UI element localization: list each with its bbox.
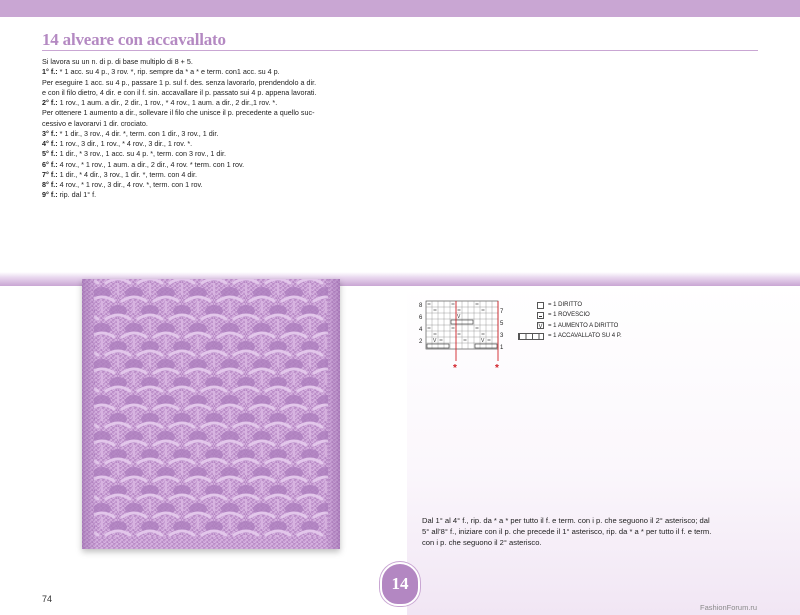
note-line: con i p. che seguono il 2° asterisco. [422, 538, 542, 547]
instruction-line: Per eseguire 1 acc. su 4 p., passare 1 p. sul f. des. senza lavorarlo, prendendolo a dir. [42, 77, 317, 87]
instruction-line: cessivo e lavorarvi 1 dir. crociato. [42, 118, 148, 128]
legend-item: V = 1 AUMENTO A DIRITTO [537, 321, 622, 331]
empty-square-icon [537, 302, 544, 309]
page-number: 74 [42, 594, 53, 604]
row-label-right: 7 [500, 309, 504, 315]
instruction-line: 5° f.: 1 dir., * 3 rov., 1 acc. su 4 p. *, term. con 3 rov., 1 dir. [42, 149, 226, 159]
instruction-line: Si lavora su un n. di p. di base multiplo di 8 + 5. [42, 57, 193, 66]
svg-text:V: V [481, 338, 485, 344]
instruction-line: 2° f.: 1 rov., 1 aum. a dir., 2 dir., 1 rov., * 4 rov., 1 aum. a dir., 2 dir.,1 rov. *. [42, 98, 278, 107]
v-square-icon [537, 322, 544, 329]
legend-item: = 1 ROVESCIO [537, 310, 622, 320]
legend-item: = 1 DIRITTO [537, 300, 622, 310]
instruction-line: e con il filo dietro, 4 dir. e con il f. sin. accavallare il p. passato sui 4 p. appena lavorati. [42, 87, 317, 97]
instruction-line: 9° f.: rip. dal 1° f. [42, 190, 97, 200]
long-box-icon [518, 333, 544, 340]
note-line: Dal 1° al 4° f., rip. da * a * per tutto il f. e term. con i p. che seguono il 2° asterisco; dal [422, 516, 710, 525]
instruction-line: 7° f.: 1 dir., * 4 dir., 3 rov., 1 dir. *, term. con 4 dir. [42, 169, 197, 179]
pattern-instructions [42, 57, 387, 201]
row-label-right: 5 [500, 321, 504, 327]
instruction-line: 4° f.: 1 rov., 3 dir., 1 rov., * 4 rov., 3 dir., 1 rov. *. [42, 139, 193, 148]
knitting-chart [416, 297, 516, 378]
note-line: 5° all’8° f., iniziare con il p. che precede il 1° asterisco, rip. da * a * per tutto il f. e term. [422, 527, 712, 536]
pattern-number-badge [380, 562, 420, 606]
watermark: FashionForum.ru [700, 603, 758, 612]
instruction-line: 3° f.: * 1 dir., 3 rov., 4 dir. *, term. con 1 dir., 3 rov., 1 dir. [42, 128, 219, 138]
title-underline [42, 50, 758, 51]
row-label-right: 1 [500, 345, 504, 351]
dash-square-icon [537, 312, 544, 319]
chart-grid [426, 301, 498, 349]
instruction-line: 6° f.: 4 rov., * 1 rov., 1 aum. a dir., 2 dir., 4 rov. * term. con 1 rov. [42, 159, 245, 169]
row-label-right: 3 [500, 333, 504, 339]
repeat-note [422, 515, 782, 548]
badge-label: 14 [391, 574, 409, 593]
row-label-left: 6 [419, 315, 423, 321]
knit-swatch-photo [82, 279, 340, 549]
repeat-asterisk: * [495, 363, 499, 373]
instruction-line: 8° f.: 4 rov., * 1 rov., 3 dir., 4 rov. *, term. con 1 rov. [42, 180, 203, 189]
chart-legend [537, 300, 622, 342]
repeat-asterisk: * [453, 363, 457, 373]
row-label-left: 8 [419, 303, 423, 309]
legend-item: = 1 ACCAVALLATO SU 4 P. [537, 331, 622, 341]
pattern-title: 14 alveare con accavallato [42, 30, 226, 49]
instruction-line: 1° f.: * 1 acc. su 4 p., 3 rov. *, rip. sempre da * a * e term. con1 acc. su 4 p. [42, 67, 280, 77]
top-color-band [0, 0, 800, 17]
svg-text:V: V [433, 338, 437, 344]
row-label-left: 2 [419, 339, 423, 345]
row-label-left: 4 [419, 327, 423, 333]
instruction-line: Per ottenere 1 aumento a dir., sollevare il filo che unisce il p. precedente a quello suc- [42, 108, 315, 118]
svg-text:V: V [457, 314, 461, 320]
